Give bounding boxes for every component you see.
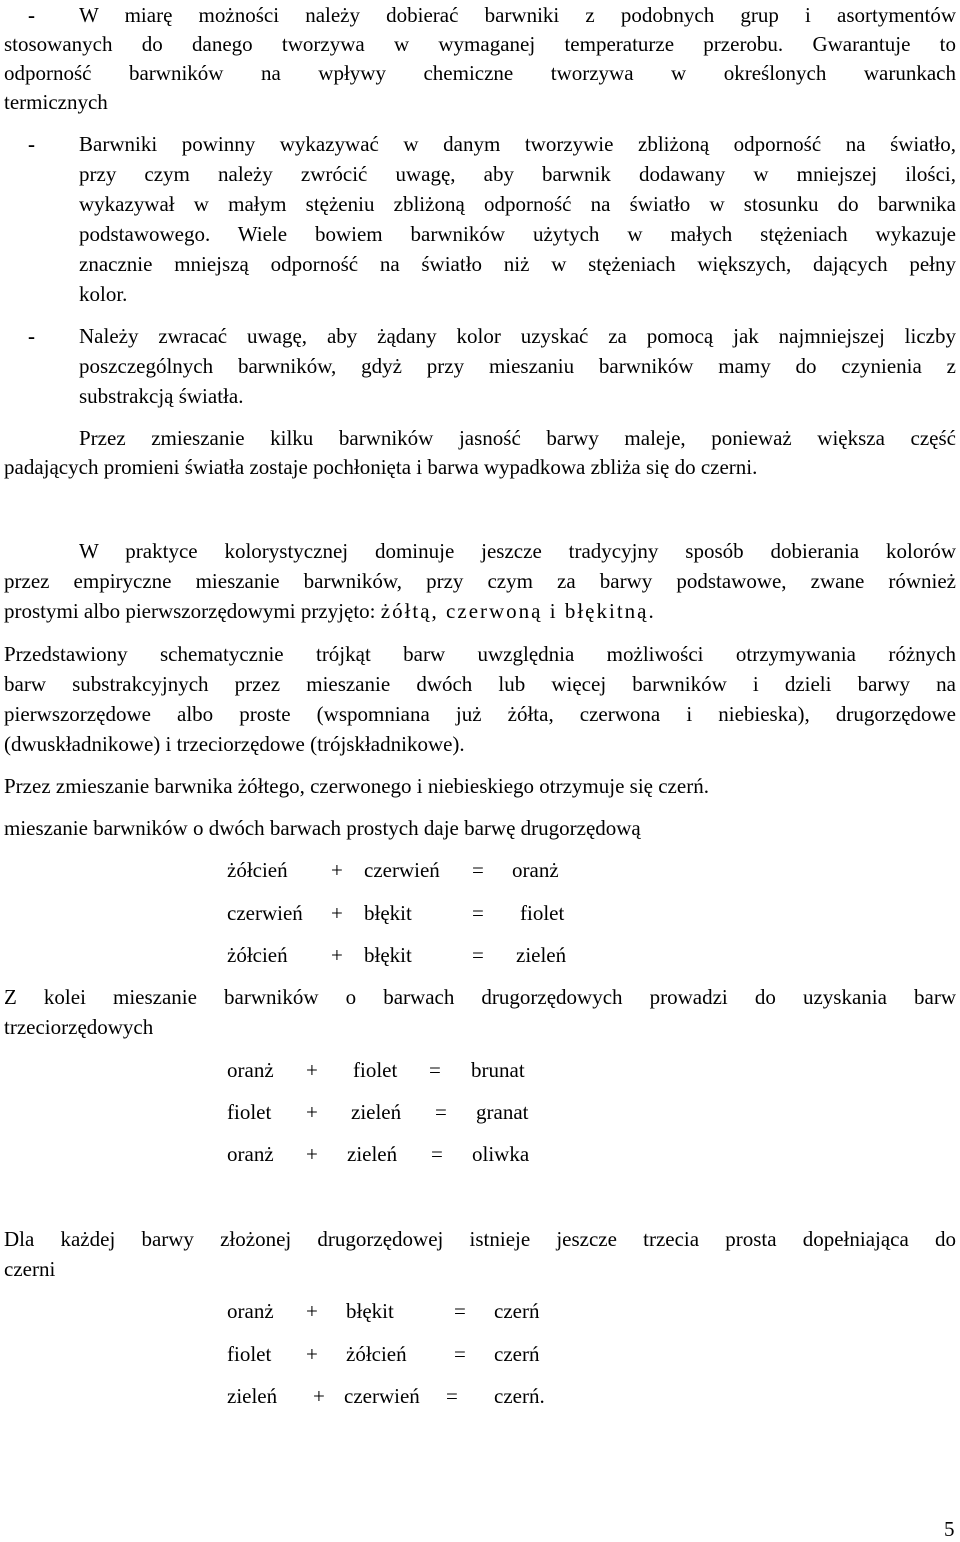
equation-equals: = (431, 1142, 443, 1166)
equation-term: oranż (227, 1058, 274, 1082)
bullet-text-line: stosowanych do danego tworzywa w wymaganej temperaturze przerobu. Gwarantuje to (4, 32, 956, 56)
equation-operator: + (306, 1058, 318, 1082)
equation-operator: + (331, 901, 343, 925)
paragraph-line: padających promieni światła zostaje pochłonięta i barwa wypadkowa zbliża się do czerni. (4, 455, 758, 479)
equation-term: żółcień (227, 943, 288, 967)
equation-equals: = (472, 901, 484, 925)
bullet-text-line: substrakcją światła. (79, 384, 244, 408)
bullet-text-line: kolor. (79, 282, 128, 306)
paragraph-line: Z kolei mieszanie barwników o barwach drugorzędowych prowadzi do uzyskania barw (4, 985, 956, 1009)
equation-term: błękit (364, 943, 412, 967)
equation-term: błękit (346, 1299, 394, 1323)
equation-term: oranż (227, 1142, 274, 1166)
bullet-text-line: poszczególnych barwników, gdyż przy mieszaniu barwników mamy do czynienia z (79, 354, 956, 378)
page-number: 5 (944, 1517, 955, 1541)
bullet-dash: - (28, 324, 35, 348)
equation-result: oranż (512, 858, 559, 882)
equation-result: brunat (471, 1058, 525, 1082)
equation-term: żółcień (346, 1342, 407, 1366)
bullet-text-line: znacznie mniejszą odporność na światło niż w stężeniach większych, dających pełny (79, 252, 956, 276)
equation-equals: = (429, 1058, 441, 1082)
equation-result: czerń (494, 1342, 540, 1366)
equation-result: czerń (494, 1299, 540, 1323)
equation-equals: = (454, 1342, 466, 1366)
equation-result: fiolet (520, 901, 565, 925)
equation-result: granat (476, 1100, 529, 1124)
paragraph-line: barw substrakcyjnych przez mieszanie dwóch lub więcej barwników i dzieli barwy na (4, 672, 956, 696)
equation-term: czerwień (227, 901, 303, 925)
paragraph-line: trzeciorzędowych (4, 1015, 154, 1039)
equation-equals: = (454, 1299, 466, 1323)
bullet-text-line: przy czym należy zwrócić uwagę, aby barwnik dodawany w mniejszej ilości, (79, 162, 956, 186)
bullet-text-line: termicznych (4, 90, 108, 114)
equation-term: zieleń (347, 1142, 398, 1166)
paragraph-line: Przedstawiony schematycznie trójkąt barw uwzględnia możliwości otrzymywania różnych (4, 642, 956, 666)
paragraph-line (4, 596, 956, 626)
equation-term: fiolet (227, 1342, 272, 1366)
equation-result: oliwka (472, 1142, 530, 1166)
equation-operator: + (313, 1384, 325, 1408)
bullet-dash: - (28, 132, 35, 156)
equation-operator: + (331, 943, 343, 967)
paragraph-line: (dwuskładnikowe) i trzeciorzędowe (trójskładnikowe). (4, 732, 465, 756)
equation-term: zieleń (351, 1100, 402, 1124)
equation-equals: = (472, 943, 484, 967)
paragraph-text: prostymi albo pierwszorzędowymi przyjęto: (4, 599, 381, 623)
equation-operator: + (306, 1299, 318, 1323)
bullet-text-line: wykazywał w małym stężeniu zbliżoną odporność na światło w stosunku do barwnika (79, 192, 956, 216)
equation-equals: = (472, 858, 484, 882)
bullet-text-line: odporność barwników na wpływy chemiczne tworzywa w określonych warunkach (4, 61, 956, 85)
equation-term: żółcień (227, 858, 288, 882)
equation-equals: = (435, 1100, 447, 1124)
equation-term: oranż (227, 1299, 274, 1323)
bullet-text-line: Należy zwracać uwagę, aby żądany kolor uzyskać za pomocą jak najmniejszej liczby (79, 324, 956, 348)
equation-term: błękit (364, 901, 412, 925)
paragraph-line: Przez zmieszanie barwnika żółtego, czerwonego i niebieskiego otrzymuje się czerń. (4, 774, 709, 798)
paragraph-line: Przez zmieszanie kilku barwników jasność barwy maleje, ponieważ większa część (79, 426, 956, 450)
equation-term: fiolet (353, 1058, 398, 1082)
equation-term: czerwień (364, 858, 440, 882)
paragraph-line: Dla każdej barwy złożonej drugorzędowej istnieje jeszcze trzecia prosta dopełniająca do (4, 1227, 956, 1251)
bullet-dash: - (28, 3, 35, 27)
equation-term: zieleń (227, 1384, 278, 1408)
paragraph-line: W praktyce kolorystycznej dominuje jeszcze tradycyjny sposób dobierania kolorów (79, 539, 956, 563)
paragraph-line: mieszanie barwników o dwóch barwach prostych daje barwę drugorzędową (4, 816, 641, 840)
bullet-text-line: podstawowego. Wiele bowiem barwników użytych w małych stężeniach wykazuje (79, 222, 956, 246)
equation-operator: + (331, 858, 343, 882)
equation-term: czerwień (344, 1384, 420, 1408)
equation-operator: + (306, 1100, 318, 1124)
primary-colors-text: żółtą, czerwoną i błękitną. (380, 599, 656, 623)
equation-operator: + (306, 1342, 318, 1366)
paragraph-line: przez empiryczne mieszanie barwników, przy czym za barwy podstawowe, zwane również (4, 569, 956, 593)
paragraph-line: czerni (4, 1257, 56, 1281)
equation-equals: = (446, 1384, 458, 1408)
equation-operator: + (306, 1142, 318, 1166)
bullet-text-line: W miarę możności należy dobierać barwniki z podobnych grup i asortymentów (79, 3, 956, 27)
equation-result: zieleń (516, 943, 567, 967)
equation-result: czerń. (494, 1384, 545, 1408)
paragraph-line: pierwszorzędowe albo proste (wspomniana już żółta, czerwona i niebieska), drugorzędowe (4, 702, 956, 726)
equation-term: fiolet (227, 1100, 272, 1124)
bullet-text-line: Barwniki powinny wykazywać w danym tworzywie zbliżoną odporność na światło, (79, 132, 956, 156)
